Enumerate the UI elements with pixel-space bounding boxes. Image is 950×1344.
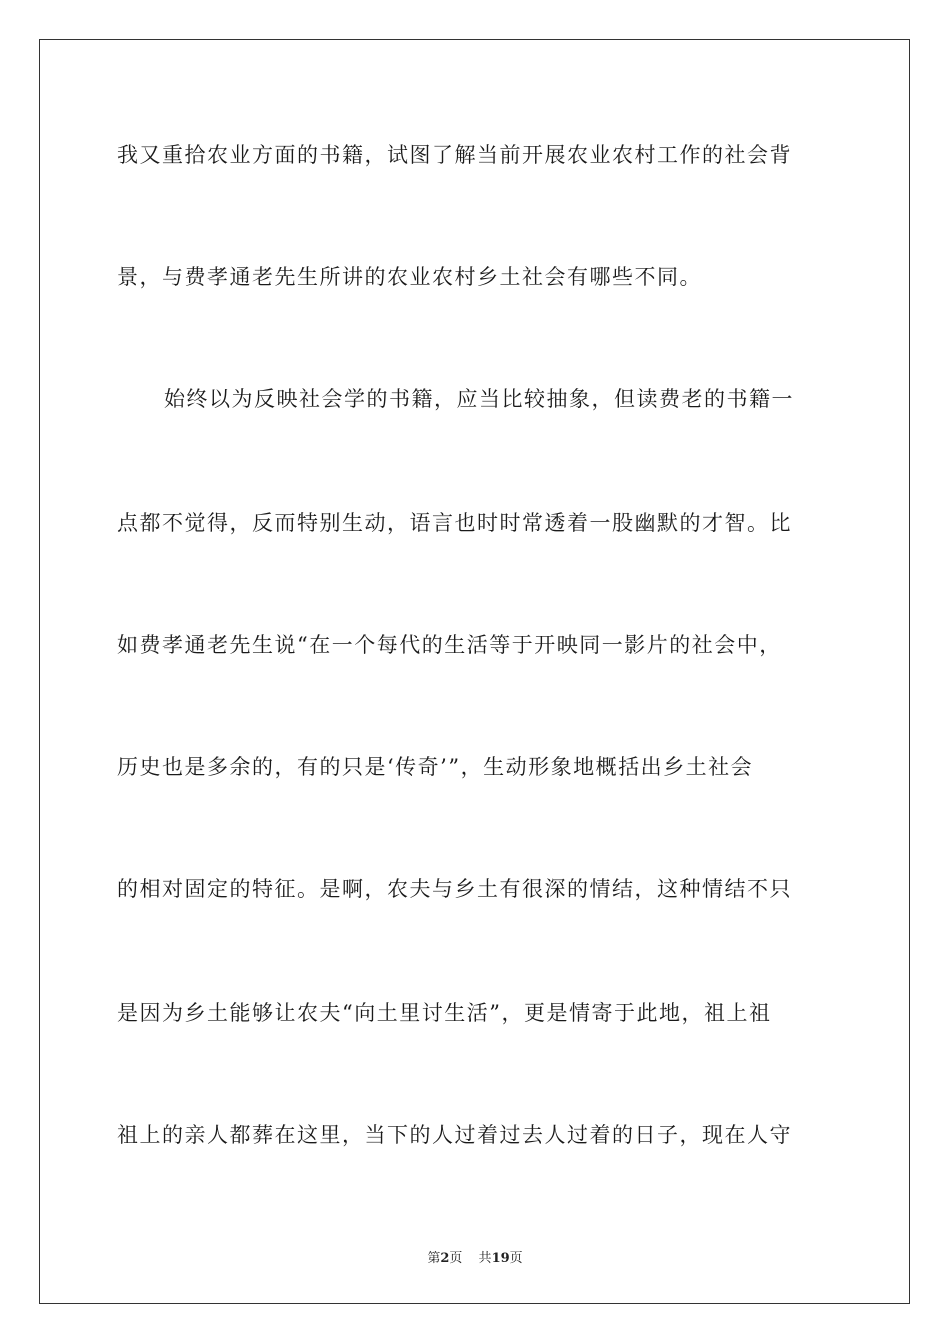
- body-line-3: 始终以为反映社会学的书籍，应当比较抽象，但读费老的书籍一: [164, 387, 794, 411]
- body-line-6: 历史也是多余的，有的只是‘传奇’”，生动形象地概括出乡土社会: [117, 755, 754, 779]
- body-line-8: 是因为乡土能够让农夫“向土里讨生活”，更是情寄于此地，祖上祖: [117, 1001, 772, 1025]
- current-page: 第2页: [427, 1251, 463, 1266]
- body-line-4: 点都不觉得，反而特别生动，语言也时时常透着一股幽默的才智。比: [117, 511, 792, 535]
- body-line-5: 如费孝通老先生说“在一个每代的生活等于开映同一影片的社会中，: [117, 633, 782, 657]
- page-border: [39, 39, 910, 1304]
- body-line-9: 祖上的亲人都葬在这里，当下的人过着过去人过着的日子，现在人守: [117, 1123, 792, 1147]
- body-line-1: 我又重拾农业方面的书籍，试图了解当前开展农业农村工作的社会背: [117, 143, 792, 167]
- body-line-7: 的相对固定的特征。是啊，农夫与乡土有很深的情结，这种情结不只: [117, 877, 792, 901]
- page-footer: [0, 1247, 950, 1266]
- total-pages: 共19页: [478, 1251, 523, 1266]
- body-line-2: 景，与费孝通老先生所讲的农业农村乡土社会有哪些不同。: [117, 265, 702, 289]
